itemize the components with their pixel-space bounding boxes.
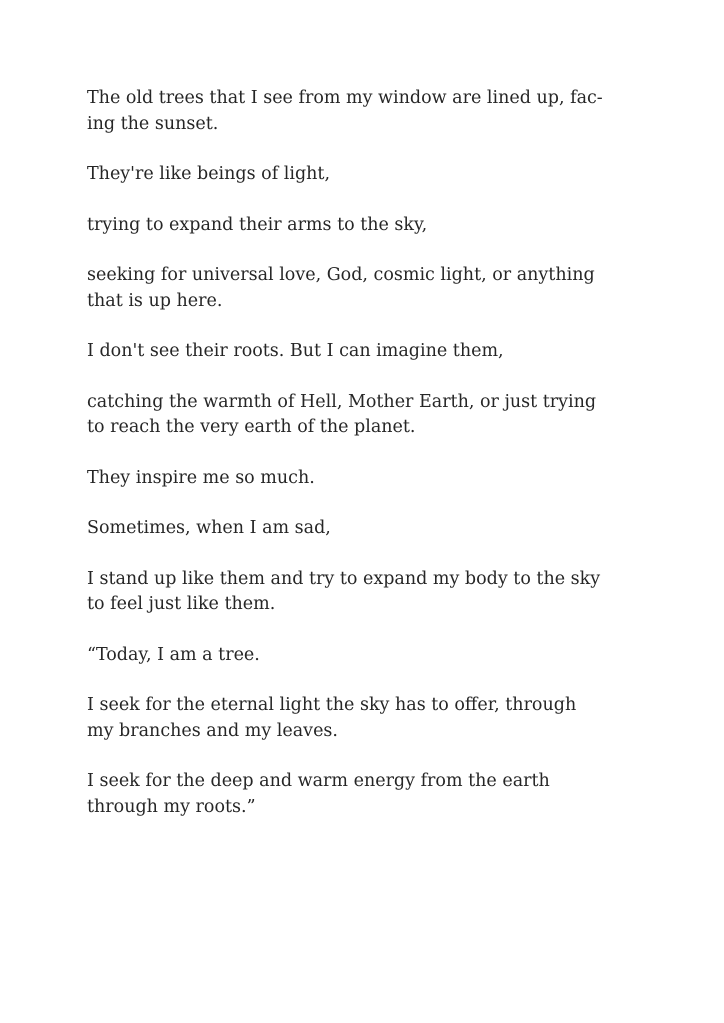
paragraph-12: I seek for the deep and warm energy from the earth through my roots.” bbox=[87, 771, 550, 817]
paragraph-1: The old trees that I see from my window are lined up, fac- ing the sunset. bbox=[87, 88, 603, 134]
paragraph-8: Sometimes, when I am sad, bbox=[87, 518, 331, 538]
paragraph-2: They're like beings of light, bbox=[87, 164, 331, 184]
paragraph-7: They inspire me so much. bbox=[87, 467, 315, 488]
paragraph-5: I don't see their roots. But I can imagine them, bbox=[87, 341, 504, 361]
paragraph-10: “Today, I am a tree. bbox=[87, 644, 260, 665]
paragraph-11: I seek for the eternal light the sky has to offer, through my branches and my leaves. bbox=[87, 695, 577, 741]
document-page bbox=[87, 86, 647, 845]
paragraph-6: catching the warmth of Hell, Mother Earth, or just trying to reach the very earth of the planet. bbox=[87, 391, 597, 437]
paragraph-9: I stand up like them and try to expand my body to the sky to feel just like them. bbox=[87, 568, 601, 614]
paragraph-4: seeking for universal love, God, cosmic light, or anything that is up here. bbox=[87, 265, 595, 311]
paragraph-3: trying to expand their arms to the sky, bbox=[87, 214, 428, 235]
